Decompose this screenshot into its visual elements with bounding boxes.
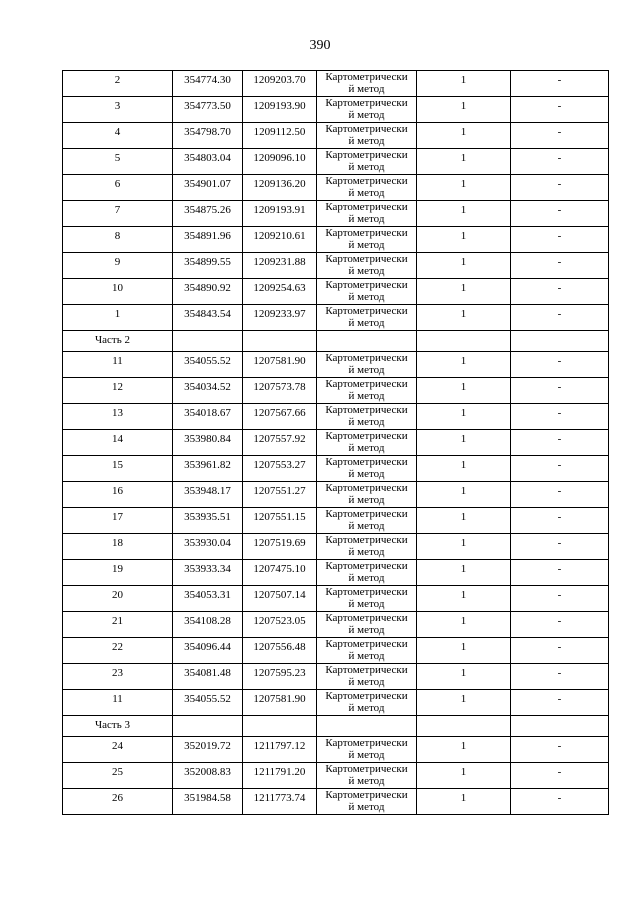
coord-y: 1207573.78: [243, 378, 317, 404]
coord-x: 354798.70: [173, 123, 243, 149]
dash-value: -: [511, 123, 609, 149]
method-line-1: Картометрически: [325, 737, 408, 749]
coord-y: 1207551.15: [243, 508, 317, 534]
coord-x: 353948.17: [173, 482, 243, 508]
point-number: 26: [63, 789, 173, 815]
method-line-2: й метод: [348, 265, 385, 277]
dash-value: -: [511, 227, 609, 253]
part-header-row: [63, 716, 609, 737]
method-line-1: Картометрически: [325, 763, 408, 775]
coordinates-table: [62, 70, 609, 815]
dash-value: -: [511, 534, 609, 560]
coord-y: 1211773.74: [243, 789, 317, 815]
table-row: [63, 352, 609, 378]
coord-y: 1207523.05: [243, 612, 317, 638]
precision-value: 1: [417, 201, 511, 227]
coord-x: 351984.58: [173, 789, 243, 815]
coord-y: 1207581.90: [243, 352, 317, 378]
coord-x: 354096.44: [173, 638, 243, 664]
method-line-1: Картометрически: [325, 404, 408, 416]
method-line-1: Картометрически: [325, 560, 408, 572]
method-line-1: Картометрически: [325, 586, 408, 598]
coord-x: 352019.72: [173, 737, 243, 763]
precision-value: 1: [417, 482, 511, 508]
method-line-2: й метод: [348, 135, 385, 147]
coordinates-table-body: [63, 71, 609, 815]
point-number: 9: [63, 253, 173, 279]
table-row: [63, 508, 609, 534]
precision-value: 1: [417, 638, 511, 664]
method-line-1: Картометрически: [325, 482, 408, 494]
method-line-1: Картометрически: [325, 378, 408, 390]
dash-value: -: [511, 305, 609, 331]
method-line-2: й метод: [348, 390, 385, 402]
method-line-2: й метод: [348, 749, 385, 761]
precision-value: 1: [417, 430, 511, 456]
method-cell: [317, 175, 417, 201]
coord-x: 353935.51: [173, 508, 243, 534]
precision-value: 1: [417, 378, 511, 404]
coord-x: 354055.52: [173, 690, 243, 716]
method-cell: [317, 279, 417, 305]
part-label: Часть 2: [63, 331, 173, 352]
precision-value: 1: [417, 253, 511, 279]
method-cell: [317, 482, 417, 508]
method-line-2: й метод: [348, 468, 385, 480]
method-line-1: Картометрически: [325, 352, 408, 364]
method-line-1: Картометрически: [325, 305, 408, 317]
precision-value: 1: [417, 664, 511, 690]
precision-value: 1: [417, 737, 511, 763]
coord-y: 1209233.97: [243, 305, 317, 331]
coord-x: 354055.52: [173, 352, 243, 378]
empty-cell: [243, 331, 317, 352]
precision-value: 1: [417, 508, 511, 534]
point-number: 16: [63, 482, 173, 508]
table-row: [63, 305, 609, 331]
coord-x: 354875.26: [173, 201, 243, 227]
method-cell: [317, 253, 417, 279]
coord-y: 1209203.70: [243, 71, 317, 97]
coord-x: 354891.96: [173, 227, 243, 253]
coord-x: 354890.92: [173, 279, 243, 305]
precision-value: 1: [417, 227, 511, 253]
coord-y: 1207507.14: [243, 586, 317, 612]
coord-y: 1207595.23: [243, 664, 317, 690]
coord-y: 1207519.69: [243, 534, 317, 560]
method-line-2: й метод: [348, 364, 385, 376]
table-row: [63, 201, 609, 227]
method-cell: [317, 352, 417, 378]
coord-x: 354899.55: [173, 253, 243, 279]
precision-value: 1: [417, 789, 511, 815]
dash-value: -: [511, 482, 609, 508]
empty-cell: [173, 331, 243, 352]
coord-x: 354081.48: [173, 664, 243, 690]
table-row: [63, 175, 609, 201]
method-line-2: й метод: [348, 187, 385, 199]
method-line-2: й метод: [348, 416, 385, 428]
coord-x: 354034.52: [173, 378, 243, 404]
method-line-2: й метод: [348, 83, 385, 95]
precision-value: 1: [417, 763, 511, 789]
method-line-1: Картометрически: [325, 201, 408, 213]
point-number: 23: [63, 664, 173, 690]
method-line-2: й метод: [348, 546, 385, 558]
point-number: 17: [63, 508, 173, 534]
precision-value: 1: [417, 123, 511, 149]
method-line-2: й метод: [348, 702, 385, 714]
table-row: [63, 664, 609, 690]
coord-y: 1207475.10: [243, 560, 317, 586]
dash-value: -: [511, 430, 609, 456]
dash-value: -: [511, 149, 609, 175]
dash-value: -: [511, 638, 609, 664]
table-row: [63, 378, 609, 404]
method-line-2: й метод: [348, 572, 385, 584]
method-line-1: Картометрически: [325, 664, 408, 676]
coord-x: 354803.04: [173, 149, 243, 175]
empty-cell: [511, 716, 609, 737]
point-number: 22: [63, 638, 173, 664]
method-line-1: Картометрически: [325, 97, 408, 109]
dash-value: -: [511, 690, 609, 716]
precision-value: 1: [417, 560, 511, 586]
table-row: [63, 123, 609, 149]
method-cell: [317, 430, 417, 456]
method-line-1: Картометрически: [325, 149, 408, 161]
method-cell: [317, 560, 417, 586]
coord-y: 1207567.66: [243, 404, 317, 430]
table-row: [63, 586, 609, 612]
table-row: [63, 456, 609, 482]
dash-value: -: [511, 560, 609, 586]
method-line-1: Картометрически: [325, 123, 408, 135]
method-line-1: Картометрически: [325, 71, 408, 83]
method-line-1: Картометрически: [325, 638, 408, 650]
method-cell: [317, 586, 417, 612]
method-line-2: й метод: [348, 494, 385, 506]
precision-value: 1: [417, 97, 511, 123]
method-cell: [317, 71, 417, 97]
point-number: 19: [63, 560, 173, 586]
coord-y: 1207553.27: [243, 456, 317, 482]
dash-value: -: [511, 508, 609, 534]
dash-value: -: [511, 279, 609, 305]
method-cell: [317, 456, 417, 482]
coord-y: 1209231.88: [243, 253, 317, 279]
method-line-2: й метод: [348, 109, 385, 121]
method-cell: [317, 612, 417, 638]
table-row: [63, 482, 609, 508]
precision-value: 1: [417, 175, 511, 201]
method-line-2: й метод: [348, 650, 385, 662]
point-number: 5: [63, 149, 173, 175]
page-number: 390: [309, 38, 331, 53]
coord-x: 354901.07: [173, 175, 243, 201]
table-row: [63, 560, 609, 586]
coord-y: 1211797.12: [243, 737, 317, 763]
coord-x: 354053.31: [173, 586, 243, 612]
method-line-1: Картометрически: [325, 253, 408, 265]
method-line-2: й метод: [348, 213, 385, 225]
method-line-1: Картометрически: [325, 227, 408, 239]
point-number: 15: [63, 456, 173, 482]
empty-cell: [417, 331, 511, 352]
coord-y: 1207551.27: [243, 482, 317, 508]
coord-y: 1207581.90: [243, 690, 317, 716]
point-number: 13: [63, 404, 173, 430]
precision-value: 1: [417, 279, 511, 305]
precision-value: 1: [417, 690, 511, 716]
part-label: Часть 3: [63, 716, 173, 737]
table-row: [63, 404, 609, 430]
point-number: 2: [63, 71, 173, 97]
precision-value: 1: [417, 586, 511, 612]
method-line-2: й метод: [348, 291, 385, 303]
table-row: [63, 430, 609, 456]
coord-y: 1209096.10: [243, 149, 317, 175]
method-cell: [317, 534, 417, 560]
point-number: 11: [63, 352, 173, 378]
method-cell: [317, 789, 417, 815]
table-row: [63, 253, 609, 279]
table-row: [63, 638, 609, 664]
method-cell: [317, 638, 417, 664]
empty-cell: [317, 331, 417, 352]
dash-value: -: [511, 71, 609, 97]
table-row: [63, 227, 609, 253]
method-line-2: й метод: [348, 317, 385, 329]
coord-y: 1209136.20: [243, 175, 317, 201]
method-cell: [317, 201, 417, 227]
method-line-2: й метод: [348, 676, 385, 688]
coord-y: 1209193.90: [243, 97, 317, 123]
method-line-1: Картометрически: [325, 534, 408, 546]
coord-y: 1211791.20: [243, 763, 317, 789]
table-row: [63, 71, 609, 97]
method-cell: [317, 305, 417, 331]
method-line-2: й метод: [348, 598, 385, 610]
method-cell: [317, 664, 417, 690]
precision-value: 1: [417, 404, 511, 430]
coord-y: 1209254.63: [243, 279, 317, 305]
point-number: 18: [63, 534, 173, 560]
method-cell: [317, 690, 417, 716]
empty-cell: [243, 716, 317, 737]
coord-y: 1209112.50: [243, 123, 317, 149]
point-number: 21: [63, 612, 173, 638]
method-line-2: й метод: [348, 801, 385, 813]
precision-value: 1: [417, 149, 511, 175]
dash-value: -: [511, 352, 609, 378]
table-row: [63, 763, 609, 789]
point-number: 10: [63, 279, 173, 305]
coord-x: 353980.84: [173, 430, 243, 456]
dash-value: -: [511, 664, 609, 690]
method-line-1: Картометрически: [325, 612, 408, 624]
method-cell: [317, 149, 417, 175]
method-cell: [317, 508, 417, 534]
dash-value: -: [511, 201, 609, 227]
table-row: [63, 534, 609, 560]
method-cell: [317, 763, 417, 789]
table-row: [63, 737, 609, 763]
method-line-2: й метод: [348, 161, 385, 173]
method-line-1: Картометрически: [325, 279, 408, 291]
point-number: 24: [63, 737, 173, 763]
coord-x: 353930.04: [173, 534, 243, 560]
point-number: 1: [63, 305, 173, 331]
point-number: 4: [63, 123, 173, 149]
point-number: 11: [63, 690, 173, 716]
empty-cell: [173, 716, 243, 737]
precision-value: 1: [417, 612, 511, 638]
table-row: [63, 149, 609, 175]
point-number: 8: [63, 227, 173, 253]
method-cell: [317, 227, 417, 253]
method-line-1: Картометрически: [325, 789, 408, 801]
table-row: [63, 789, 609, 815]
dash-value: -: [511, 612, 609, 638]
dash-value: -: [511, 175, 609, 201]
dash-value: -: [511, 456, 609, 482]
precision-value: 1: [417, 352, 511, 378]
coord-y: 1207556.48: [243, 638, 317, 664]
dash-value: -: [511, 586, 609, 612]
precision-value: 1: [417, 534, 511, 560]
method-line-2: й метод: [348, 775, 385, 787]
point-number: 3: [63, 97, 173, 123]
dash-value: -: [511, 737, 609, 763]
point-number: 25: [63, 763, 173, 789]
coord-x: 354773.50: [173, 97, 243, 123]
point-number: 6: [63, 175, 173, 201]
table-row: [63, 612, 609, 638]
precision-value: 1: [417, 456, 511, 482]
dash-value: -: [511, 378, 609, 404]
method-cell: [317, 737, 417, 763]
empty-cell: [511, 331, 609, 352]
precision-value: 1: [417, 71, 511, 97]
coord-x: 353961.82: [173, 456, 243, 482]
method-line-2: й метод: [348, 442, 385, 454]
precision-value: 1: [417, 305, 511, 331]
point-number: 14: [63, 430, 173, 456]
coord-x: 354108.28: [173, 612, 243, 638]
method-cell: [317, 378, 417, 404]
method-cell: [317, 123, 417, 149]
coord-y: 1207557.92: [243, 430, 317, 456]
method-line-1: Картометрически: [325, 175, 408, 187]
dash-value: -: [511, 404, 609, 430]
method-line-2: й метод: [348, 239, 385, 251]
method-line-1: Картометрически: [325, 456, 408, 468]
coord-x: 354774.30: [173, 71, 243, 97]
dash-value: -: [511, 763, 609, 789]
method-line-1: Картометрически: [325, 508, 408, 520]
coord-x: 354018.67: [173, 404, 243, 430]
point-number: 7: [63, 201, 173, 227]
empty-cell: [417, 716, 511, 737]
empty-cell: [317, 716, 417, 737]
coord-x: 352008.83: [173, 763, 243, 789]
method-line-1: Картометрически: [325, 430, 408, 442]
table-row: [63, 279, 609, 305]
coord-y: 1209210.61: [243, 227, 317, 253]
dash-value: -: [511, 789, 609, 815]
method-line-2: й метод: [348, 520, 385, 532]
coord-y: 1209193.91: [243, 201, 317, 227]
part-header-row: [63, 331, 609, 352]
dash-value: -: [511, 97, 609, 123]
coord-x: 353933.34: [173, 560, 243, 586]
table-row: [63, 690, 609, 716]
method-cell: [317, 97, 417, 123]
method-line-1: Картометрически: [325, 690, 408, 702]
point-number: 12: [63, 378, 173, 404]
point-number: 20: [63, 586, 173, 612]
dash-value: -: [511, 253, 609, 279]
coord-x: 354843.54: [173, 305, 243, 331]
method-cell: [317, 404, 417, 430]
table-row: [63, 97, 609, 123]
method-line-2: й метод: [348, 624, 385, 636]
